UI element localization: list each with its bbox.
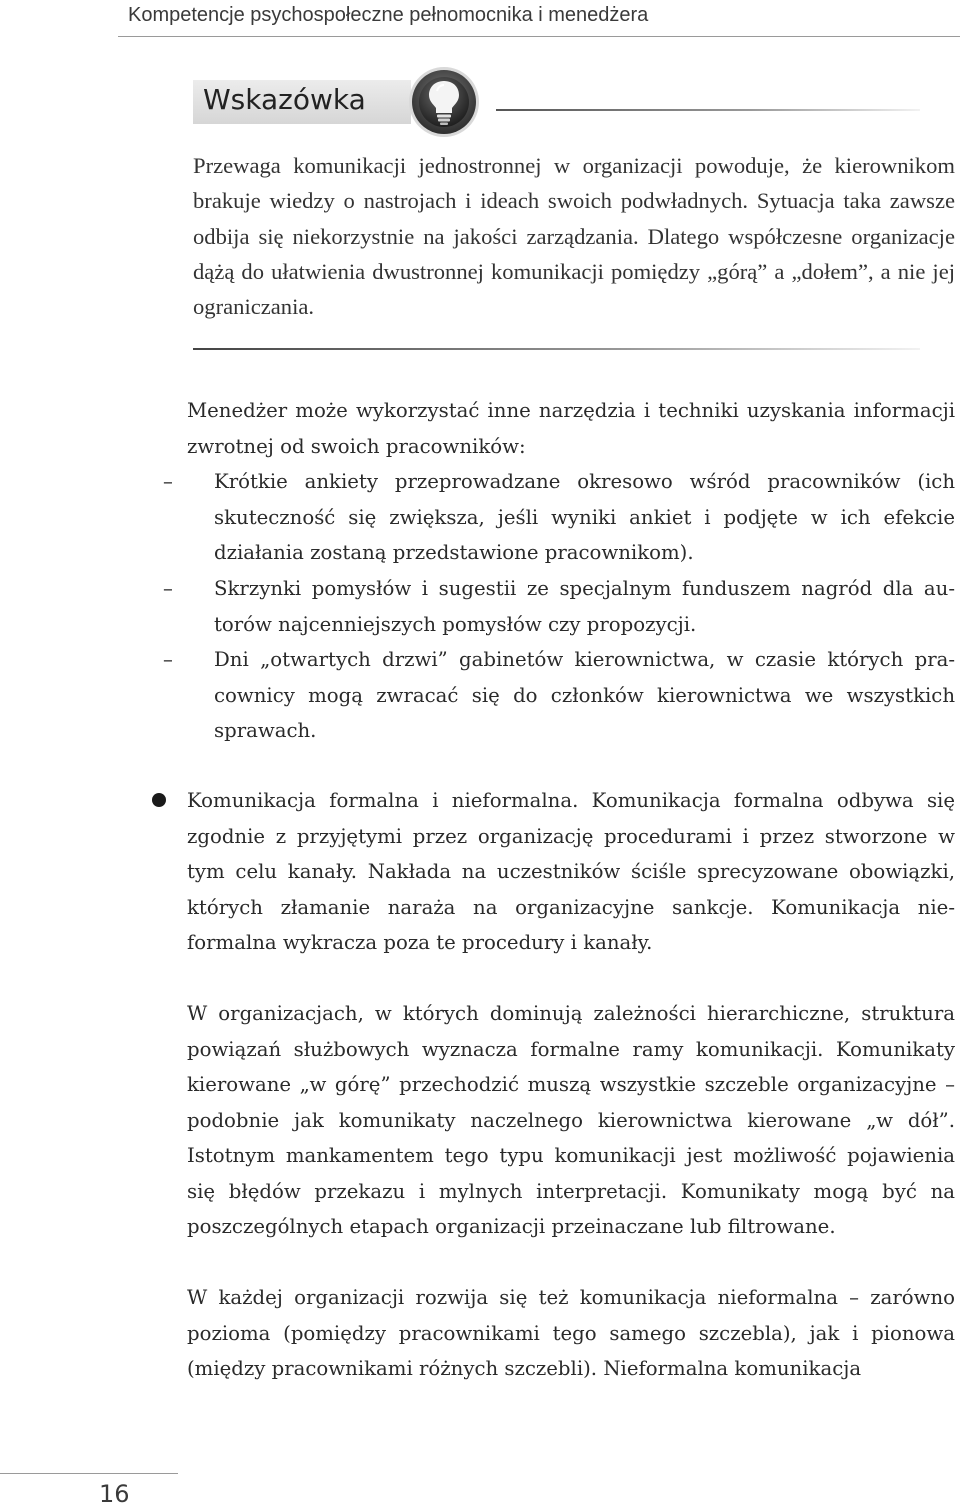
page-number: 16	[99, 1480, 130, 1508]
tip-bottom-divider	[193, 348, 920, 350]
hierarchy-paragraph: W organizacjach, w których dominują zależności hierarchiczne, struktura powiązań służbowych wyznacza formalne ramy komunikacji. Komunikaty kierowane „w górę” przechodzić muszą wszystkie szczeble organizacyjne – podobnie jak komunikaty naczelnego kierownictwa kierowane „w dół”. Istotnym mankamentem tego typu komunikacji jest możliwość pojawienia się błędów przekazu i mylnych interpretacji. Komunikaty mogą być na poszczególnych etapach organizacji przeinaczane lub filtrowane.	[187, 1001, 955, 1239]
running-header-title: Kompetencje psychospołeczne pełnomocnika i menedżera	[128, 4, 649, 26]
feedback-tools-list	[163, 464, 955, 749]
intro-paragraph: Menedżer może wykorzystać inne narzędzia i techniki uzyskania informacji zwrotnej od swoich pracowników:	[187, 399, 955, 458]
list-item	[163, 464, 955, 571]
bullet-dot-icon	[152, 793, 166, 807]
formal-informal-paragraph	[187, 783, 955, 961]
header-divider	[118, 36, 960, 37]
tip-top-divider	[496, 109, 920, 111]
tip-banner	[193, 80, 411, 124]
dash-marker: –	[163, 470, 173, 494]
formal-informal-text: Komunikacja formalna i nieformalna. Komunikacja formalna odbywa się zgodnie z przyjętymi przez organizację procedurami i przez stworzone w tym celu kanały. Nakłada na uczestników ściśle sprecyzowane obowiązki, których złamanie naraża na organizacyjne sankcje. Komunikacja nieformalna wykracza poza te procedury i kanały.	[187, 788, 955, 955]
informal-paragraph: W każdej organizacji rozwija się też komunikacja nieformalna – zarówno pozioma (pomiędzy pracownikami tego samego szczebla), jak i pionowa (między pracownikami różnych szczebli). Nieformalna komunikacja	[187, 1286, 955, 1381]
main-text	[163, 393, 955, 1387]
tip-title: Wskazówka	[203, 83, 366, 116]
dash-marker: –	[163, 648, 173, 672]
list-item-text: Dni „otwartych drzwi” gabinetów kierownictwa, w czasie których pracownicy mogą zwracać się do członków kierownictwa we wszystkich sprawach.	[214, 648, 955, 743]
footer-divider	[0, 1473, 178, 1474]
list-item-text: Krótkie ankiety przeprowadzane okresowo wśród pracowników (ich skuteczność się zwiększa, jeśli wyniki ankiet i podjęte w ich efekcie działania zostaną przedstawione pracownikom).	[214, 470, 955, 565]
tip-body-text: Przewaga komunikacji jednostronnej w organizacji powoduje, że kierownikom brakuje wiedzy o nastrojach i ideach swoich podwładnych. Sytuacja taka zawsze odbija się niekorzystnie na jakości zarządzania. Dlatego współczesne organizacje dążą do ułatwienia dwustronnej komunikacji pomiędzy „górą” a „dołem”, a nie jej ograniczania.	[193, 153, 955, 320]
list-item-text: Skrzynki pomysłów i sugestii ze specjalnym funduszem nagród dla autorów najcenniejszych pomysłów czy propozycji.	[214, 576, 955, 636]
dash-marker: –	[163, 576, 173, 600]
lightbulb-icon	[408, 66, 480, 138]
list-item	[163, 642, 955, 749]
list-item	[163, 571, 955, 642]
